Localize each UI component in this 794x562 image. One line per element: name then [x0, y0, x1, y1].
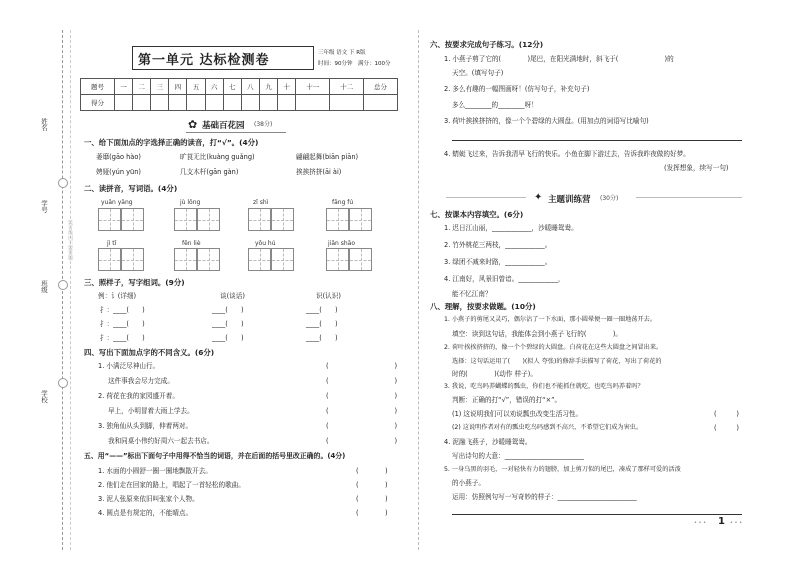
- score-cell[interactable]: [223, 95, 241, 111]
- tian-box[interactable]: [197, 248, 220, 271]
- q2-pinyin: yuān yāng: [101, 199, 133, 206]
- center-fold-line: [418, 30, 419, 550]
- q8-paren[interactable]: ( ): [714, 424, 739, 432]
- q5-item: 1. 水面的小圆舒一圈一圈地飘散开去。: [98, 467, 212, 475]
- q6-answer-line[interactable]: [452, 140, 742, 141]
- q5-paren[interactable]: ( ): [356, 481, 388, 489]
- q7-item: 3. 绿团不减来时路，____________。: [444, 258, 552, 266]
- score-col: 总分: [364, 79, 398, 95]
- q8-paren[interactable]: ( ): [714, 410, 739, 418]
- q3-example: 识(认识): [316, 292, 341, 300]
- q8-item: 3. 我说，吃鸟吗养蝴蝶的瓢虫，你们也不能抓住就吃，也吃鸟吗养着吗？: [444, 383, 644, 390]
- page-title: 第一单元 达标检测卷: [138, 53, 270, 68]
- score-col: 四: [169, 79, 187, 95]
- score-cell[interactable]: [278, 95, 296, 111]
- q1-item: 娉娅(yún yūn): [96, 168, 141, 176]
- q7-item: 1. 迟日江山丽，____________，沙暖睡鸳鸯。: [444, 224, 578, 232]
- q4-paren[interactable]: ( ): [326, 437, 398, 445]
- side-label-xuexiao: 学校: [40, 390, 48, 403]
- binding-hole-1: [58, 178, 68, 188]
- q3-row: 扌：____( ): [100, 320, 145, 328]
- q2-pinyin: jì tǐ: [107, 240, 117, 247]
- banner-zhuti: 主题训练营: [548, 195, 591, 205]
- binding-margin: [62, 30, 63, 550]
- score-cell[interactable]: [151, 95, 169, 111]
- q6-item: 3. 荷叶挨挨挤挤的，像一个个碧绿的大圆盘。(用加点的词语写比喻句): [444, 117, 649, 125]
- score-col: 七: [223, 79, 241, 95]
- q4-item: 这件事我会尽力完成。: [108, 377, 174, 385]
- binding-margin-outer: [70, 30, 71, 550]
- q2-title: 二、读拼音，写词语。(4分): [84, 184, 178, 193]
- q1-item: 挨挨挤挤(āi ài): [296, 168, 342, 176]
- tian-box[interactable]: [248, 248, 271, 271]
- q4-paren[interactable]: ( ): [326, 422, 398, 430]
- q3-example: 例：讠(详细): [98, 292, 137, 300]
- time-info: 时间：90分钟 满分：100分: [318, 61, 391, 67]
- q3-row: ____( ): [306, 306, 338, 314]
- binding-notice: 装订线内不要答题: [67, 220, 73, 260]
- q2-pinyin: jiān shāo: [328, 240, 355, 247]
- score-cell[interactable]: [169, 95, 187, 111]
- q8-item: 写出诗句的大意：________________________: [452, 452, 584, 460]
- tian-box[interactable]: [349, 248, 372, 271]
- q2-pinyin: zǐ shì: [253, 199, 269, 206]
- tian-box[interactable]: [98, 248, 121, 271]
- score-col: 六: [205, 79, 223, 95]
- tian-box[interactable]: [349, 208, 372, 231]
- score-cell[interactable]: [114, 95, 132, 111]
- q2-pinyin: fāng fú: [332, 199, 354, 206]
- score-label: 题号: [81, 79, 115, 95]
- tian-box[interactable]: [197, 208, 220, 231]
- q7-item: 能不忆江南？: [452, 290, 492, 298]
- side-label-name: 姓名: [40, 118, 48, 131]
- tian-box[interactable]: [121, 248, 144, 271]
- q3-row: ____( ): [212, 334, 244, 342]
- q8-item: 2. 荷叶挨挨挤挤的，像一个个碧绿的大圆盘。白荷花在这些大圆盘之间冒出来。: [444, 344, 663, 351]
- q8-item: 时的( )(动作 样子)。: [452, 370, 537, 378]
- camp-icon: ✦: [534, 192, 543, 203]
- q8-item: 1. 小燕子的剪尾又灵巧，偶尔沾了一下水面，那小圆晕便一圈一圈地荡开去。: [444, 316, 657, 323]
- tian-box[interactable]: [174, 208, 197, 231]
- score-col: 五: [187, 79, 205, 95]
- tian-box[interactable]: [248, 208, 271, 231]
- tian-box[interactable]: [271, 248, 294, 271]
- score-col: 十: [278, 79, 296, 95]
- score-col: 一: [114, 79, 132, 95]
- side-label-xuehao: 学号: [40, 200, 48, 213]
- banner-jichu-points: (38分): [254, 121, 273, 128]
- footer-dots-left: • • •: [694, 520, 707, 526]
- q8-item: 4. 泥融飞燕子，沙暖睡鸳鸯。: [444, 438, 532, 446]
- q3-example: 谈(谈话): [220, 292, 245, 300]
- q4-item: 1. 小满泛尽神山行。: [98, 362, 160, 370]
- q5-item: 4. 圆点是有规定的，不能晴点。: [98, 509, 193, 517]
- score-cell[interactable]: [133, 95, 151, 111]
- q4-item: 2. 荷花在我的家园盛开着。: [98, 392, 179, 400]
- q5-paren[interactable]: ( ): [356, 509, 388, 517]
- score-table-row-blank: [81, 95, 398, 111]
- score-col: 十一: [296, 79, 330, 95]
- q4-item: 我和同桌小伟约好周六一起去书店。: [108, 437, 214, 445]
- grade-info: 三年级 语文 下 R版: [318, 50, 366, 56]
- q4-paren[interactable]: ( ): [326, 362, 398, 370]
- banner-jichu: 基础百花园: [202, 121, 245, 131]
- q4-title: 四、写出下面加点字的不同含义。(6分): [84, 348, 215, 357]
- q8-item: 填空：读到这句话，我能体会到小燕子飞行的( )。: [452, 330, 622, 338]
- q4-paren[interactable]: ( ): [326, 392, 398, 400]
- page-number: 1: [718, 516, 725, 527]
- q3-row: ____( ): [306, 334, 338, 342]
- q7-item: 2. 竹外桃花三两枝，____________。: [444, 241, 552, 249]
- q6-item: 多么________的________呀！: [452, 101, 538, 109]
- banner-jichu-underline: [186, 132, 286, 133]
- q4-paren[interactable]: ( ): [326, 377, 398, 385]
- tian-box[interactable]: [271, 208, 294, 231]
- q6-item: 天空。(填写句子): [452, 69, 504, 77]
- score-table: [80, 78, 398, 111]
- q6-title: 六、按要求完成句子练习。(12分): [430, 40, 544, 49]
- q3-row: ____( ): [212, 320, 244, 328]
- q1-item: 几支木杆(gān gàn): [180, 168, 239, 176]
- q8-item: 的小燕子。: [452, 479, 485, 487]
- q4-paren[interactable]: ( ): [326, 407, 398, 415]
- q3-row: 扌：____( ): [100, 334, 145, 342]
- score-col: 十二: [330, 79, 364, 95]
- score-cell[interactable]: [296, 95, 330, 111]
- q7-title: 七、按课本内容填空。(6分): [430, 210, 524, 219]
- banner-zhuti-rule-right: [636, 197, 742, 198]
- score-cell[interactable]: [330, 95, 364, 111]
- q6-item: 2. 多么有趣的一幅图画呀！(仿写句子，补充句子): [444, 85, 590, 93]
- banner-zhuti-points: (30分): [600, 195, 619, 202]
- q5-paren[interactable]: ( ): [356, 467, 388, 475]
- score-cell[interactable]: [364, 95, 398, 111]
- q6-item: (发挥想象，续写一句): [664, 164, 729, 172]
- banner-zhuti-rule: [446, 197, 526, 198]
- score-col: 八: [241, 79, 259, 95]
- q8-item: (1) 这说明我们可以劝说瓢虫改变生活习性。: [452, 410, 583, 418]
- q4-item: 3. 独角仙从头到脚，伸着两对。: [98, 422, 193, 430]
- score-col: 三: [151, 79, 169, 95]
- q5-item: 2. 他们走在回家的路上，唱起了一首轻松的歌曲。: [98, 481, 245, 489]
- q1-item: 萎靡(gāo hào): [96, 153, 141, 161]
- score-table-row-numbers: [81, 79, 398, 95]
- tian-box[interactable]: [326, 248, 349, 271]
- q8-item: (2) 这说明作者对有的瓢虫吃鸟吗感到不高兴，不希望它们成为害虫。: [452, 424, 643, 431]
- score-cell[interactable]: [205, 95, 223, 111]
- q8-item: 判断：正确的打“√”，错误的打“×”。: [452, 396, 562, 404]
- q3-title: 三、照样子，写字组词。(9分): [84, 278, 185, 287]
- q2-pinyin: fēn liè: [182, 240, 201, 247]
- q1-item: 翩翩起舞(biān piān): [296, 153, 359, 161]
- tian-box[interactable]: [121, 208, 144, 231]
- q3-row: ____( ): [306, 320, 338, 328]
- q2-pinyin: jù lǒng: [180, 199, 201, 206]
- q8-answer-line[interactable]: [452, 514, 742, 515]
- q5-item: 3. 泥人张原来依旧叫张家个人物。: [98, 495, 199, 503]
- binding-hole-2: [58, 280, 68, 290]
- score-cell[interactable]: [187, 95, 205, 111]
- score-cell[interactable]: [260, 95, 278, 111]
- tian-box[interactable]: [98, 208, 121, 231]
- flower-icon: ✿: [188, 118, 198, 131]
- q3-row: 扌：____( ): [100, 306, 145, 314]
- q5-title: 五、用“——”标出下面句子中用得不恰当的词语，并在后面的括号里改正确的。(4分): [84, 452, 346, 460]
- score-cell[interactable]: [241, 95, 259, 111]
- q6-item: 4. 蜻蜓飞过来，告诉我清早飞行的快乐。小鱼在脚下游过去，告诉我昨夜做的好梦。: [444, 150, 690, 158]
- binding-hole-3: [58, 378, 68, 388]
- q7-item: 4. 江南好，风景旧曾谙。____________，: [444, 275, 565, 283]
- tian-box[interactable]: [326, 208, 349, 231]
- tian-box[interactable]: [174, 248, 197, 271]
- q1-item: 旷莨无比(kuàng guǎng): [180, 153, 255, 161]
- q8-title: 八、理解，按要求做题。(10分): [430, 302, 536, 311]
- q3-row: ____( ): [212, 306, 244, 314]
- q8-item: 选择：这句话运用了( )(拟人 夸张)的修辞手法描写了荷花，写出了荷花的: [452, 358, 662, 365]
- q8-item: 5. 一身乌黑的羽毛，一对轻快有力的翅膀，加上剪刀似的尾巴，凑成了那样可爱的活泼: [444, 466, 681, 473]
- q5-paren[interactable]: ( ): [356, 495, 388, 503]
- score-col: 二: [133, 79, 151, 95]
- score-label: 得分: [81, 95, 115, 111]
- q4-item: 早上，小明冒着大雨上学去。: [108, 407, 194, 415]
- q6-item: 1. 小燕子剪了它的( )尾巴，在阳光满地时，斜飞于( )的: [444, 55, 674, 63]
- q1-title: 一、给下面加点的字选择正确的读音，打“√”。(4分): [84, 138, 259, 147]
- q2-pinyin: yōu hú: [255, 240, 276, 247]
- score-col: 九: [260, 79, 278, 95]
- q8-item: 运用：仿照例句写一写奇妙的样子：________________________: [452, 493, 637, 501]
- footer-dots-right: • • •: [730, 520, 743, 526]
- side-label-banji: 班级: [40, 280, 48, 293]
